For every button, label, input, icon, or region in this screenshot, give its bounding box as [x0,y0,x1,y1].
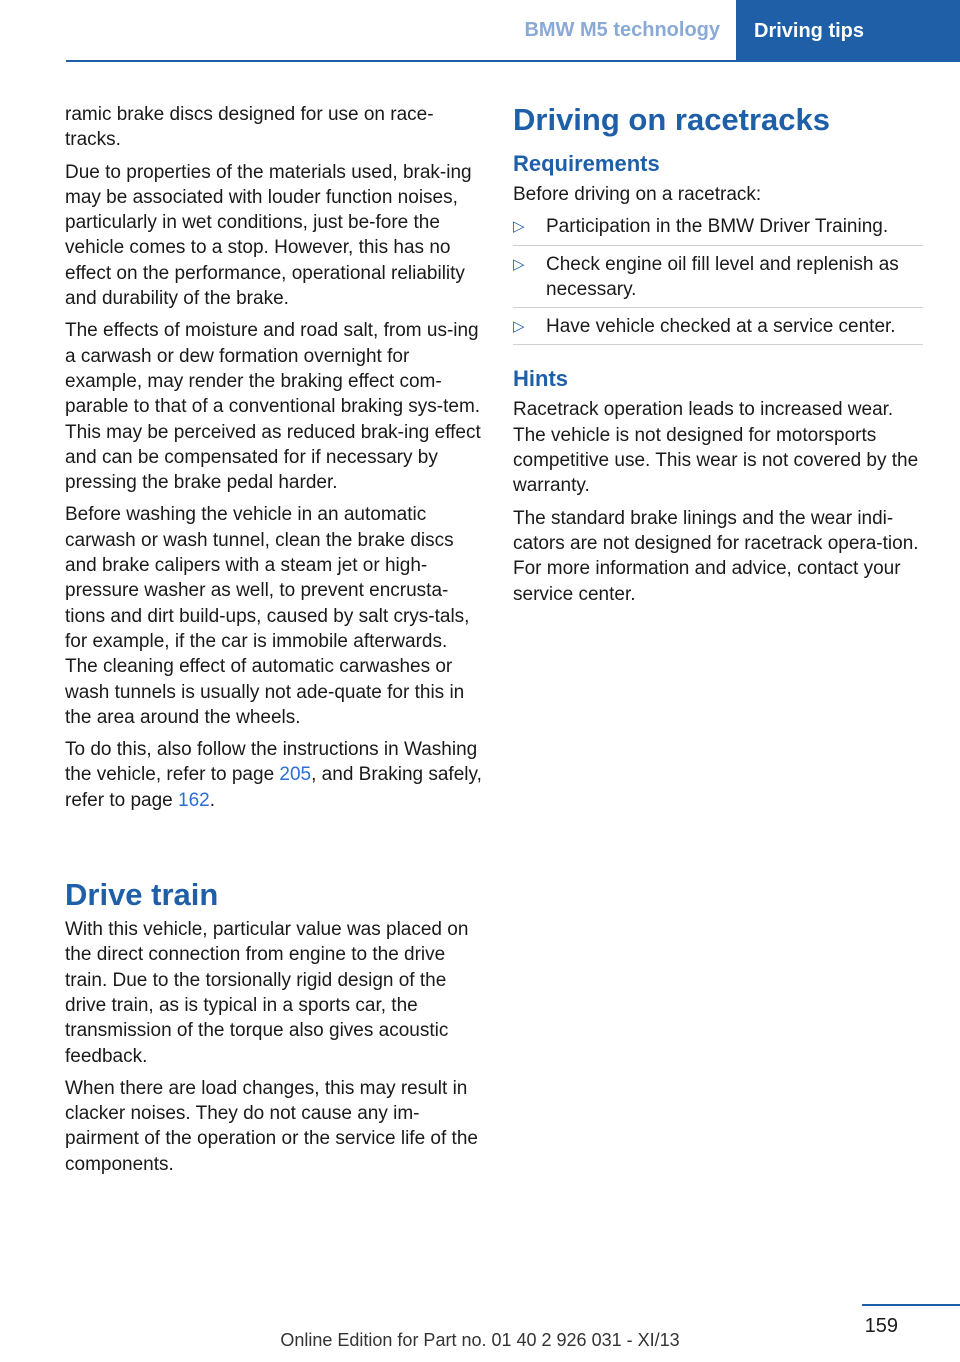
requirements-intro: Before driving on a racetrack: [513,184,762,205]
paragraph-drive-train: With this vehicle, particular value was placed on the direct connection from engine to the drive train. Due to the torsionally rigid design of the drive train, as is typical in a sports car, the transmission of the torque also gives acoustic feedback. [65,919,469,1067]
triangle-bullet-icon: ▷ [513,318,525,336]
requirements-list [513,214,923,345]
header-rule [66,60,960,62]
triangle-bullet-icon: ▷ [513,255,525,273]
right-column [513,102,923,614]
paragraph-load-changes: When there are load changes, this may result in clacker noises. They do not cause any im‐pairment of the operation or the service life of the components. [65,1077,478,1175]
paragraph-brake-discs: ramic brake discs designed for use on race‐tracks. [65,104,434,151]
list-item-text: Check engine oil fill level and replenish as necessary. [546,253,899,300]
paragraph-references [65,737,483,813]
paragraph-washing: Before washing the vehicle in an automatic carwash or wash tunnel, clean the brake discs and brake calipers with a steam jet or high-pressure washer as well, to prevent encrusta‐tions and dirt build-ups, caused by salt crys‐tals, for example, if the car is immobile afterwards. The cleaning effect of automatic carwashes or wash tunnels is usually not ade‐quate for this in the area around the wheels. [65,504,470,728]
edition-footer: Online Edition for Part no. 01 40 2 926 031 - XI/13 [280,1330,680,1350]
page-header [0,0,960,62]
page-link-205[interactable]: 205 [279,764,312,786]
list-item-text: Have vehicle checked at a service center. [546,316,896,338]
drive-train-heading: Drive train [65,877,219,913]
footer-rule [862,1304,960,1306]
racetracks-heading: Driving on racetracks [513,102,831,137]
requirements-heading: Requirements [513,151,660,176]
reference-text: To do this, also follow the instructions in Washing the vehicle, refer to page [65,739,478,786]
section-tab[interactable]: BMW M5 technology [524,18,720,41]
reference-text: . [209,789,216,811]
paragraph-moisture: The effects of moisture and road salt, from us‐ing a carwash or dew formation overnight for example, may render the braking effect com‐parable to that of a conventional braking sys‐tem. This may be perceived as reduced brak‐ing effect and can be compensated for if necessary by pressing the brake pedal harder. [65,320,481,494]
chapter-tab[interactable]: Driving tips [736,0,960,62]
paragraph-brake-noise: Due to properties of the materials used, brak‐ing may be associated with louder function noises, particularly in wet conditions, just be‐fore the vehicle comes to a stop. However, this has no effect on the performance, operational reliability and durability of the brake. [65,161,472,310]
page-link-162[interactable]: 162 [178,789,210,811]
triangle-bullet-icon: ▷ [513,218,525,236]
left-column [65,102,483,1184]
list-item [513,314,923,345]
paragraph-hints-wear: Racetrack operation leads to increased wear. The vehicle is not designed for motorsports competitive use. This wear is not covered by the warranty. [513,399,919,497]
list-item [513,214,923,245]
list-item-text: Participation in the BMW Driver Training. [546,216,889,238]
hints-heading: Hints [513,366,568,392]
reference-text: , and Braking safely, refer to page [65,764,482,811]
page-number: 159 [864,1315,898,1337]
list-item [513,252,923,309]
paragraph-hints-brakes: The standard brake linings and the wear indi‐cators are not designed for racetrack opera‐tion. For more information and advice, contact your service center. [513,507,919,605]
